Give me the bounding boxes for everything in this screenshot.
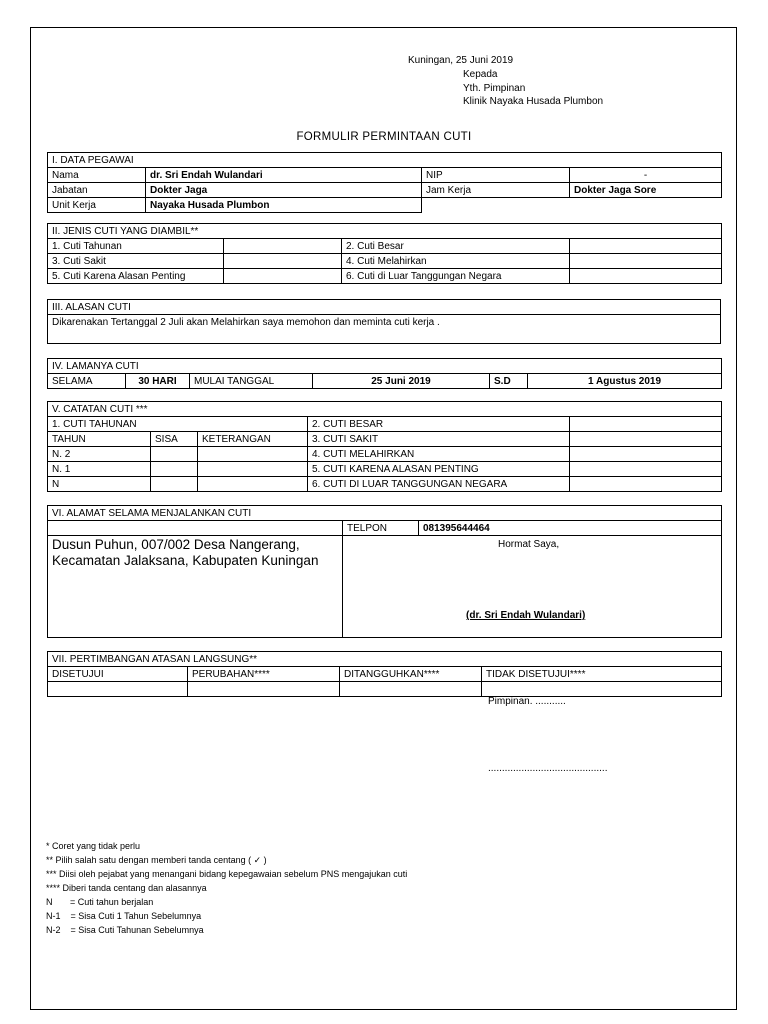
section-pertimbangan-atasan [47,651,722,697]
form-title: FORMULIR PERMINTAAN CUTI [296,131,472,143]
nip-value: - [570,168,722,183]
signature-cell [343,536,722,638]
cuti-tahunan-label: 1. CUTI TAHUNAN [48,417,308,432]
catatan-cuti-luar-tanggungan-value[interactable] [570,477,722,492]
pimpinan-label: Pimpinan. ........... [488,696,566,707]
hormat-saya: Hormat Saya, [498,539,560,550]
section5-heading: V. CATATAN CUTI *** [48,402,722,417]
unit-kerja-label: Unit Kerja [48,198,146,213]
telpon-value: 081395644464 [419,521,722,536]
nama-label: Nama [48,168,146,183]
empty-cell [422,198,570,213]
catatan-cuti-luar-tanggungan: 6. CUTI DI LUAR TANGGUNGAN NEGARA [308,477,570,492]
footnotes [46,839,407,937]
cuti-besar-option: 2. Cuti Besar [342,239,570,254]
signature-name: (dr. Sri Endah Wulandari) [466,610,586,621]
to-label: Kepada [463,69,498,80]
catatan-cuti-melahirkan: 4. CUTI MELAHIRKAN [308,447,570,462]
mulai-tanggal-value: 25 Juni 2019 [313,374,490,389]
alasan-text: Dikarenakan Tertanggal 2 Juli akan Melahirkan saya memohon dan meminta cuti kerja . [48,315,721,344]
address-text: Dusun Puhun, 007/002 Desa Nangerang, Kecamatan Jalaksana, Kabupaten Kuningan [52,537,319,568]
empty-cell [570,198,722,213]
perubahan-check[interactable] [188,682,340,697]
row-n-sisa[interactable] [151,477,198,492]
cuti-melahirkan-option: 4. Cuti Melahirkan [342,254,570,269]
catatan-cuti-sakit: 3. CUTI SAKIT [308,432,570,447]
catatan-cuti-melahirkan-value[interactable] [570,447,722,462]
col-sisa: SISA [151,432,198,447]
jam-kerja-label: Jam Kerja [422,183,570,198]
footnote-line: * Coret yang tidak perlu [46,841,141,851]
cuti-luar-tanggungan-option: 6. Cuti di Luar Tanggungan Negara [342,269,570,284]
row-n2-sisa[interactable] [151,447,198,462]
col-perubahan: PERUBAHAN**** [188,667,340,682]
col-keterangan: KETERANGAN [198,432,308,447]
empty-cell [48,521,343,536]
cuti-luar-tanggungan-check[interactable] [570,269,722,284]
col-disetujui: DISETUJUI [48,667,188,682]
cuti-sakit-check[interactable] [224,254,342,269]
col-tahun: TAHUN [48,432,151,447]
footnote-line: ** Pilih salah satu dengan memberi tanda centang ( ✓ ) [46,855,267,865]
cuti-tahunan-check[interactable] [224,239,342,254]
nip-label: NIP [422,168,570,183]
row-n-keterangan[interactable] [198,477,308,492]
section-catatan-cuti [47,401,722,492]
section-alamat-cuti [47,505,722,638]
to-recipient: Yth. Pimpinan [463,83,526,94]
row-n-label: N [48,477,151,492]
section7-heading: VII. PERTIMBANGAN ATASAN LANGSUNG** [48,652,722,667]
row-n1-label: N. 1 [48,462,151,477]
section6-heading: VI. ALAMAT SELAMA MENJALANKAN CUTI [48,506,722,521]
row-n2-label: N. 2 [48,447,151,462]
cuti-alasan-penting-option: 5. Cuti Karena Alasan Penting [48,269,224,284]
footnote-line: N-2 = Sisa Cuti Tahunan Sebelumnya [46,925,204,935]
section-alasan-cuti [47,299,721,344]
row-n1-keterangan[interactable] [198,462,308,477]
section3-heading: III. ALASAN CUTI [48,300,721,315]
jam-kerja-value: Dokter Jaga Sore [570,183,722,198]
cuti-alasan-penting-check[interactable] [224,269,342,284]
catatan-cuti-alasan-penting-value[interactable] [570,462,722,477]
catatan-cuti-besar-value[interactable] [570,417,722,432]
pimpinan-sign-line: ........................................... [488,763,608,774]
section-lamanya-cuti [47,358,722,389]
mulai-tanggal-label: MULAI TANGGAL [190,374,313,389]
disetujui-check[interactable] [48,682,188,697]
col-tidak-disetujui: TIDAK DISETUJUI**** [482,667,722,682]
catatan-cuti-alasan-penting: 5. CUTI KARENA ALASAN PENTING [308,462,570,477]
nama-value: dr. Sri Endah Wulandari [146,168,422,183]
section-data-pegawai [47,152,722,213]
cuti-sakit-option: 3. Cuti Sakit [48,254,224,269]
jabatan-value: Dokter Jaga [146,183,422,198]
to-organization: Klinik Nayaka Husada Plumbon [463,96,604,107]
cuti-melahirkan-check[interactable] [570,254,722,269]
footnote-line: *** Diisi oleh pejabat yang menangani bidang kepegawaian sebelum PNS mengajukan cuti [46,869,408,879]
sd-label: S.D [490,374,528,389]
section-jenis-cuti [47,223,722,284]
catatan-cuti-besar: 2. CUTI BESAR [308,417,570,432]
catatan-cuti-sakit-value[interactable] [570,432,722,447]
sd-value: 1 Agustus 2019 [528,374,722,389]
telpon-label: TELPON [343,521,419,536]
row-n1-sisa[interactable] [151,462,198,477]
ditangguhkan-check[interactable] [340,682,482,697]
jabatan-label: Jabatan [48,183,146,198]
cuti-tahunan-option: 1. Cuti Tahunan [48,239,224,254]
place-date: Kuningan, 25 Juni 2019 [408,55,514,66]
cuti-besar-check[interactable] [570,239,722,254]
footnote-line: **** Diberi tanda centang dan alasannya [46,883,207,893]
row-n2-keterangan[interactable] [198,447,308,462]
tidak-disetujui-check[interactable] [482,682,722,697]
section1-heading: I. DATA PEGAWAI [48,153,722,168]
footnote-line: N = Cuti tahun berjalan [46,897,154,907]
unit-kerja-value: Nayaka Husada Plumbon [146,198,422,213]
section2-heading: II. JENIS CUTI YANG DIAMBIL** [48,224,722,239]
col-ditangguhkan: DITANGGUHKAN**** [340,667,482,682]
section4-heading: IV. LAMANYA CUTI [48,359,722,374]
footnote-line: N-1 = Sisa Cuti 1 Tahun Sebelumnya [46,911,202,921]
selama-value: 30 HARI [126,374,190,389]
selama-label: SELAMA [48,374,126,389]
address-cell [48,536,343,638]
